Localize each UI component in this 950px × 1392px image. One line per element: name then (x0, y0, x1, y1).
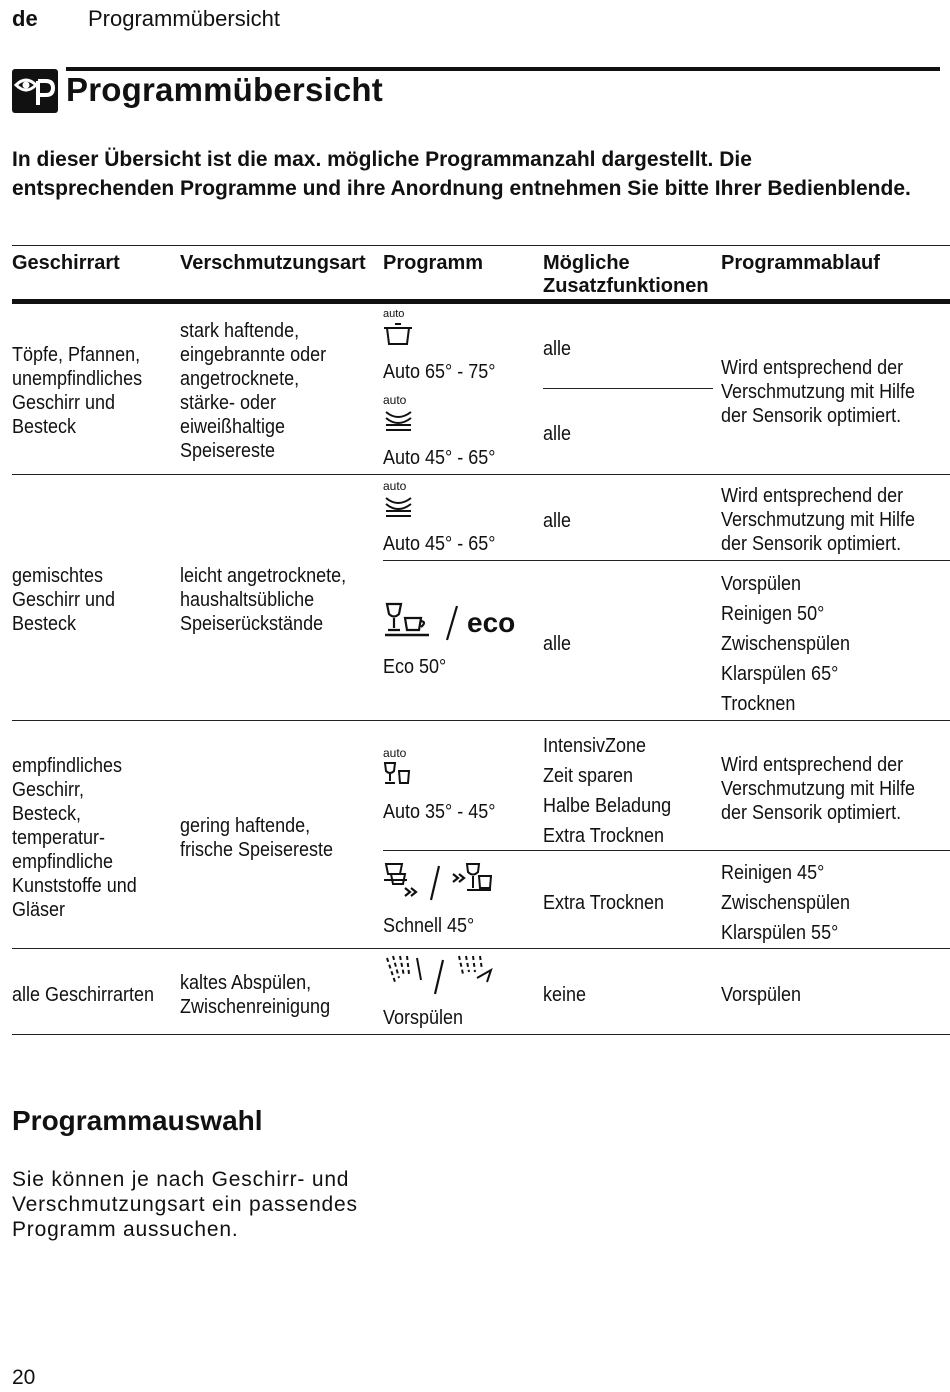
column-header-programmablauf: Programmablauf (721, 252, 880, 274)
eco-label: eco (467, 607, 516, 638)
auto-label: auto (383, 479, 407, 493)
programmauswahl-text: Sie können je nach Geschirr- und Verschmutzungsart ein passendes Programm aussuchen. (12, 1168, 358, 1241)
auto-dishes-icon (383, 392, 423, 441)
row3b-zusatzfunktionen: Extra Trocknen (543, 892, 665, 914)
intro-text: In dieser Übersicht ist die max. mögliche Programmanzahl dargestellt. Die entsprechenden Programme und ihre Anordnung entnehmen Sie bitte Ihrer Bedienblende. (12, 148, 911, 200)
column-header-geschirrart: Geschirrart (12, 252, 120, 274)
row1-bottom-rule (12, 474, 950, 475)
program-overview-icon (12, 69, 58, 113)
column-header-verschmutzungsart: Verschmutzungsart (180, 252, 366, 274)
row3b-programmablauf: Reinigen 45° Zwischenspülen Klarspülen 55° (721, 862, 851, 944)
auto-glass-icon (383, 745, 423, 794)
auto-label: auto (383, 746, 407, 760)
row3a-zusatzfunktionen: IntensivZone Zeit sparen Halbe Beladung Extra Trocknen (543, 735, 672, 847)
auto-label: auto (383, 393, 407, 407)
row3b-program: Schnell 45° (383, 915, 475, 937)
row3a-programmablauf: Wird entsprechend der Verschmutzung mit Hilfe der Sensorik optimiert. (721, 754, 916, 824)
table-bottom-rule (12, 1034, 950, 1035)
auto-pot-icon (383, 306, 423, 353)
row4-programmablauf: Vorspülen (721, 984, 802, 1006)
row2a-programmablauf: Wird entsprechend der Verschmutzung mit Hilfe der Sensorik optimiert. (721, 485, 916, 555)
row1-geschirrart: Töpfe, Pfannen, unempfindliches Geschirr und Besteck (12, 344, 143, 438)
auto-dishes-icon-2 (383, 478, 423, 527)
page-number: 20 (12, 1366, 36, 1389)
row4-zusatzfunktionen: keine (543, 984, 587, 1006)
prerinse-program-icon (383, 952, 503, 1003)
row2-geschirrart: gemischtes Geschirr und Besteck (12, 565, 116, 635)
row3-inner-rule (383, 850, 950, 851)
row1-programmablauf: Wird entsprechend der Verschmutzung mit Hilfe der Sensorik optimiert. (721, 357, 916, 427)
row3-geschirrart: empfindliches Geschirr, Besteck, temperatur- empfindliche Kunststoffe und Gläser (12, 755, 137, 921)
auto-label: auto (383, 308, 405, 320)
section-title: Programmübersicht (66, 71, 383, 108)
row4-verschmutzungsart: kaltes Abspülen, Zwischenreinigung (180, 972, 331, 1018)
language-code: de (12, 6, 38, 31)
row4-program: Vorspülen (383, 1007, 464, 1029)
quick-program-icon (383, 860, 503, 909)
row2-inner-rule (383, 560, 950, 561)
column-header-programm: Programm (383, 252, 484, 274)
row1b-program: Auto 45° - 65° (383, 447, 496, 469)
row1-inner-rule (543, 388, 713, 389)
row1a-zusatzfunktionen: alle (543, 338, 572, 360)
row2a-program: Auto 45° - 65° (383, 533, 496, 555)
row1a-program: Auto 65° - 75° (383, 361, 496, 383)
row3-verschmutzungsart: gering haftende, frische Speisereste (180, 815, 334, 861)
row2b-zusatzfunktionen: alle (543, 633, 572, 655)
row2b-programmablauf: Vorspülen Reinigen 50° Zwischenspülen Klarspülen 65° Trocknen (721, 573, 851, 715)
row2a-zusatzfunktionen: alle (543, 510, 572, 532)
column-header-zusatzfunktionen: Mögliche Zusatzfunktionen (543, 252, 709, 297)
programmauswahl-title: Programmauswahl (12, 1105, 263, 1136)
table-top-rule (12, 245, 950, 246)
row1-verschmutzungsart: stark haftende, eingebrannte oder angetrocknete, stärke- oder eiweißhaltige Speisereste (180, 320, 327, 462)
row2b-program: Eco 50° (383, 656, 447, 678)
row3a-program: Auto 35° - 45° (383, 801, 496, 823)
row1b-zusatzfunktionen: alle (543, 423, 572, 445)
running-header-title: Programmübersicht (88, 6, 280, 31)
row3-bottom-rule (12, 948, 950, 949)
row2-verschmutzungsart: leicht angetrocknete, haushaltsübliche Speiserückstände (180, 565, 347, 635)
row2-bottom-rule (12, 720, 950, 721)
row4-geschirrart: alle Geschirrarten (12, 984, 155, 1006)
eco-program-icon (383, 600, 523, 649)
table-header-rule (12, 299, 950, 304)
